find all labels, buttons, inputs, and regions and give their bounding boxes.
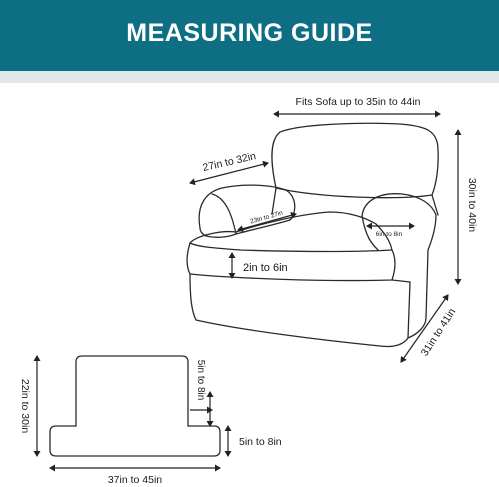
- label-sofa-height: 30in to 40in: [466, 177, 478, 233]
- label-sofa-width: Fits Sofa up to 35in to 44in: [295, 96, 421, 108]
- label-arm-width: 6in to 8in: [375, 231, 403, 238]
- sofa-back: [272, 123, 438, 197]
- page-title: MEASURING GUIDE: [126, 19, 373, 47]
- label-cushion-height: 2in to 6in: [243, 262, 288, 274]
- label-pattern-height: 22in to 30in: [19, 378, 31, 434]
- sofa-right-arm: [362, 194, 436, 338]
- sofa-base: [190, 274, 410, 347]
- label-pattern-side: 5in to 8in: [195, 359, 206, 401]
- cushion-outline: [50, 356, 220, 456]
- label-sofa-depth: 31in to 41in: [418, 306, 459, 359]
- label-seat-width: 23in to 27in: [249, 209, 284, 226]
- sofa-seat-top: [190, 212, 392, 252]
- label-pattern-tab: 5in to 8in: [239, 436, 282, 448]
- label-back-width: 27in to 32in: [201, 150, 258, 175]
- label-pattern-width: 37in to 45in: [107, 474, 163, 486]
